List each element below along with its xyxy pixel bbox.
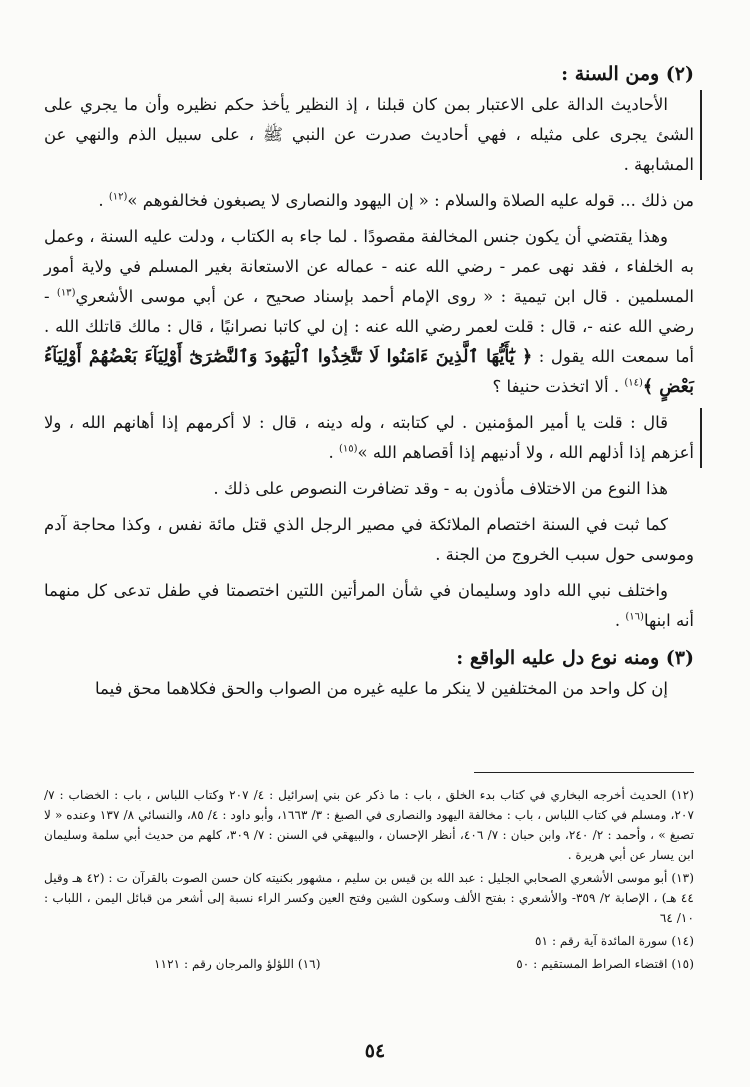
section-heading-waqi: (٣) ومنه نوع دل عليه الواقع : (456, 647, 694, 669)
paragraph-2-end: . (98, 191, 109, 210)
paragraph-8: إن كل واحد من المختلفين لا ينكر ما عليه غيره من الصواب والحق فكلاهما محق فيما (95, 679, 668, 698)
paragraph-4 (44, 408, 702, 468)
footnote-ref-14[interactable]: (١٤) (624, 377, 643, 389)
paragraph-5: هذا النوع من الاختلاف مأذون به - وقد تضافرت النصوص على ذلك . (213, 479, 668, 498)
footnote-row (44, 954, 694, 974)
paragraph-3-text-a: وهذا يقتضي أن يكون جنس المخالفة مقصودًا . لما جاء به الكتاب ، ودلت عليه السنة ، وعمل به الخلفاء ، فقد نهى عمر - رضي الله عنه - عماله عن الاستعانة بغير المسلم في ولاية أمور المسلمين . قال ابن تيمية : « روى الإمام أحمد بإسناد صحيح ، عن أبي موسى الأشعري (44, 227, 694, 306)
page-number: ٥٤ (364, 1040, 386, 1062)
paragraph-7 (44, 576, 694, 636)
footnote-16: (١٦) اللؤلؤ والمرجان رقم : ١١٢١ (154, 957, 321, 971)
footnote-ref-15[interactable]: (١٥) (338, 443, 358, 455)
section-heading-sunnah: (٢) ومن السنة : (561, 63, 694, 85)
footnote-15: (١٥) اقتضاء الصراط المستقيم : ٥٠ (516, 957, 694, 971)
paragraph-1: الأحاديث الدالة على الاعتبار بمن كان قبلنا ، إذ النظير يأخذ حكم نظيره وأن ما يجري على الشئ يجرى على مثيله ، فهي أحاديث صدرت عن النبي ﷺ ، على سبيل الذم والنهي عن المشابهة . (44, 90, 702, 180)
paragraph-7-end: . (614, 611, 626, 630)
paragraph-2 (44, 186, 694, 216)
paragraph-6: كما ثبت في السنة اختصام الملائكة في مصير الرجل الذي قتل مائة نفس ، وكذا محاجة آدم وموسى حول سبب الخروج من الجنة . (44, 515, 694, 564)
footnote-12: (١٢) الحديث أخرجه البخاري في كتاب بدء الخلق ، باب : ما ذكر عن بني إسرائيل : ٤/ ٢٠٧ وكتاب اللباس ، باب : الخضاب : ٧/ ٢٠٧، ومسلم في كتاب اللباس ، باب : مخالفة اليهود والنصارى في الصبغ : ٣/ ١٦٦٣، وأبو داود : ٤/ ٨٥، والنسائي ٨/ ١٣٧ وعنده « لا تصبغ » ، وأحمد : ٢/ ٢٤٠، وابن حبان : ٧/ ٤٠٦، أنظر الإحسان ، والبيهقي في السنن : ٧/ ٣٠٩، كلهم من حديث أبي سلمة وسليمان ابن يسار عن أبي هريرة . (44, 788, 695, 862)
footnote-ref-13[interactable]: (١٣) (56, 287, 76, 299)
paragraph-4-end: . (328, 443, 339, 462)
footnotes (44, 785, 694, 974)
footnote-ref-16[interactable]: (١٦) (625, 611, 644, 623)
footnote-13: (١٣) أبو موسى الأشعري الصحابي الجليل : عبد الله بن قيس بن سليم ، مشهور بكنيته كان حسن الصوت بالقرآن ت : (٤٢ هـ وقيل ٤٤ هـ) ، الإصابة ٢/ ٣٥٩- والأشعري : بفتح الألف وسكون الشين وفتح العين وكسر الراء نسبة إلى أشعر من قبائل اليمن ، اللباب : ١٠/ ٦٤ (44, 871, 694, 925)
paragraph-2-text: من ذلك ... قوله عليه الصلاة والسلام : « إن اليهود والنصارى لا يصبغون فخالفوهم » (127, 191, 694, 210)
footnote-14: (١٤) سورة المائدة آية رقم : ٥١ (534, 934, 694, 948)
main-text (44, 58, 694, 710)
quran-verse: ﴿ يَٰٓأَيُّهَا ٱلَّذِينَ ءَامَنُوا لَا تَتَّخِذُوا ٱلْيَهُودَ وَٱلنَّصَٰرَىٰٓ أَوْلِيَآءَ بَعْضُهُمْ أَوْلِيَآءُ بَعْضٍ ﴾ (44, 347, 694, 397)
paragraph-4-text: قال : قلت يا أمير المؤمنين . لي كتابته ، وله دينه ، قال : لا أكرمهم إذا أهانهم الله ، ولا أعزهم إذا أذلهم الله ، ولا أدنيهم إذا أقصاهم الله » (44, 413, 694, 462)
footnote-ref-12[interactable]: (١٢) (108, 191, 128, 203)
paragraph-3-text-c: . ألا اتخذت حنيفا ؟ (492, 377, 625, 396)
paragraph-7-text: واختلف نبي الله داود وسليمان في شأن المرأتين اللتين اختصمتا في طفل تدعى كل منهما أنه ابنها (44, 581, 694, 630)
paragraph-3-text-b: - رضي الله عنه -، قال : قلت لعمر رضي الله عنه : إن لي كاتبا نصرانيًا ، قال : مالك قاتلك الله . أما سمعت الله يقول : (44, 287, 694, 366)
footnote-separator (474, 772, 694, 773)
paragraph-3 (44, 222, 694, 402)
